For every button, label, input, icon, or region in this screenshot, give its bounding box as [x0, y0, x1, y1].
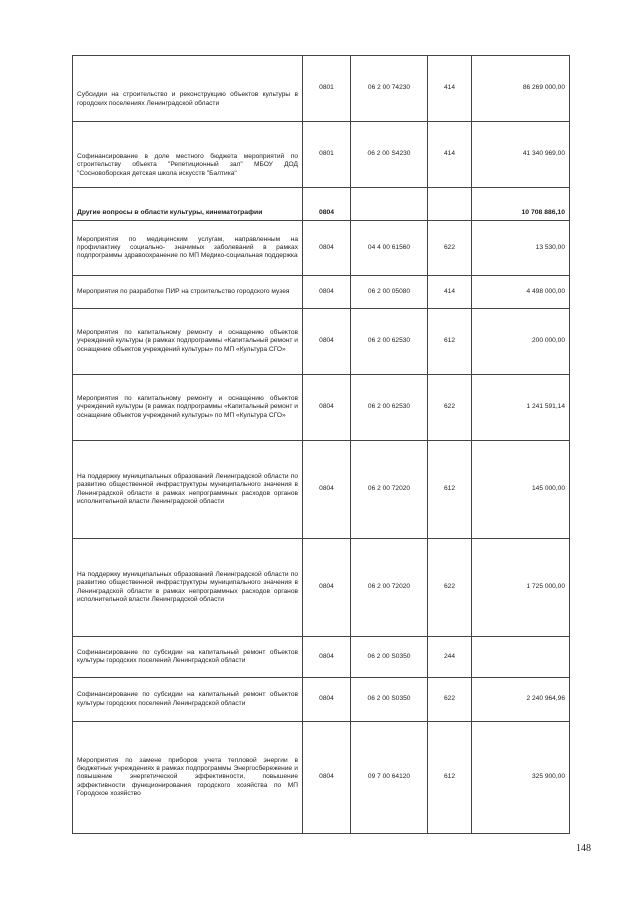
amount: 10 708 886,10 [472, 188, 570, 221]
row-description: Софинансирование по субсидии на капитальный ремонт объектов культуры городских поселений Ленинградской области [73, 678, 303, 722]
expense-type: 622 [428, 375, 472, 441]
expense-type: 612 [428, 309, 472, 375]
amount: 4 498 000,00 [472, 276, 570, 309]
row-description: Мероприятия по замене приборов учета тепловой энергии в бюджетных учреждениях в рамках подпрограммы Энергосбережение и повышение энергетической эффективности, повышение эффективности функционирования городского хозяйства по МП Городское хозяйство [73, 722, 303, 834]
amount: 325 900,00 [472, 722, 570, 834]
target-code: 06 2 00 62530 [351, 309, 428, 375]
amount: 13 530,00 [472, 221, 570, 276]
section-code: 0804 [303, 276, 351, 309]
section-code: 0804 [303, 309, 351, 375]
row-description: Мероприятия по капитальному ремонту и оснащению объектов учреждений культуры (в рамках подпрограммы «Капитальный ремонт и оснащение объектов учреждений культуры» по МП «Культура СГО» [73, 309, 303, 375]
table-row [73, 637, 570, 678]
expense-type: 622 [428, 221, 472, 276]
table-row [73, 678, 570, 722]
expense-type: 244 [428, 637, 472, 678]
target-code: 06 2 00 62530 [351, 375, 428, 441]
row-description: На поддержку муниципальных образований Ленинградской области по развитию общественной инфраструктуры муниципального значения в Ленинградской области в рамках непрограммных расходов органов исполнительной власти Ленинградской области [73, 441, 303, 539]
target-code: 06 2 00 74230 [351, 56, 428, 122]
amount: 145 000,00 [472, 441, 570, 539]
row-description: Мероприятия по медицинским услугам, направленным на профилактику социально- значимых заболеваний в рамках подпрограммы здравоохранение по МП Медико-социальная поддержка [73, 221, 303, 276]
expense-type: 622 [428, 539, 472, 637]
expense-type: 414 [428, 56, 472, 122]
table-row [73, 122, 570, 188]
target-code: 06 2 00 72020 [351, 539, 428, 637]
section-code: 0804 [303, 188, 351, 221]
row-description: На поддержку муниципальных образований Ленинградской области по развитию общественной инфраструктуры муниципального значения в Ленинградской области в рамках непрограммных расходов органов исполнительной власти Ленинградской области [73, 539, 303, 637]
section-code: 0804 [303, 722, 351, 834]
table-row [73, 539, 570, 637]
row-description: Другие вопросы в области культуры, кинематографии [73, 188, 303, 221]
section-code: 0804 [303, 441, 351, 539]
page-number: 148 [576, 843, 591, 854]
amount: 200 000,00 [472, 309, 570, 375]
table-row-section [73, 188, 570, 221]
target-code: 04 4 00 61560 [351, 221, 428, 276]
row-description: Субсидии на строительство и реконструкцию объектов культуры в городских поселениях Ленинградской области [73, 56, 303, 122]
section-code: 0804 [303, 637, 351, 678]
amount: 1 725 000,00 [472, 539, 570, 637]
row-description: Софинансирование по субсидии на капитальный ремонт объектов культуры городских поселений Ленинградской области [73, 637, 303, 678]
table-row [73, 375, 570, 441]
target-code: 06 2 00 S0350 [351, 637, 428, 678]
budget-table [72, 55, 570, 834]
expense-type: 612 [428, 722, 472, 834]
table-row [73, 221, 570, 276]
row-description: Мероприятия по разработке ПИР на строительство городского музея [73, 276, 303, 309]
table-row [73, 722, 570, 834]
target-code: 06 2 00 05080 [351, 276, 428, 309]
expense-type: 622 [428, 678, 472, 722]
section-code: 0804 [303, 375, 351, 441]
amount: 41 340 969,00 [472, 122, 570, 188]
row-description: Софинансирование в доле местного бюджета мероприятий по строительству объекта "Репетиционный зал" МБОУ ДОД "Сосновоборская детская школа искусств "Балтика" [73, 122, 303, 188]
section-code: 0801 [303, 122, 351, 188]
amount: 1 241 591,14 [472, 375, 570, 441]
row-description: Мероприятия по капитальному ремонту и оснащению объектов учреждений культуры (в рамках подпрограммы «Капитальный ремонт и оснащение объектов учреждений культуры» по МП «Культура СГО» [73, 375, 303, 441]
section-code: 0804 [303, 678, 351, 722]
table-row [73, 441, 570, 539]
amount [472, 637, 570, 678]
table-row [73, 309, 570, 375]
target-code: 06 2 00 72020 [351, 441, 428, 539]
target-code [351, 188, 428, 221]
table-row [73, 276, 570, 309]
expense-type: 414 [428, 122, 472, 188]
section-code: 0801 [303, 56, 351, 122]
section-code: 0804 [303, 221, 351, 276]
table-row [73, 56, 570, 122]
expense-type: 612 [428, 441, 472, 539]
expense-type: 414 [428, 276, 472, 309]
section-code: 0804 [303, 539, 351, 637]
amount: 86 269 000,00 [472, 56, 570, 122]
target-code: 09 7 00 64120 [351, 722, 428, 834]
amount: 2 240 964,96 [472, 678, 570, 722]
expense-type [428, 188, 472, 221]
target-code: 06 2 00 S4230 [351, 122, 428, 188]
target-code: 06 2 00 S0350 [351, 678, 428, 722]
